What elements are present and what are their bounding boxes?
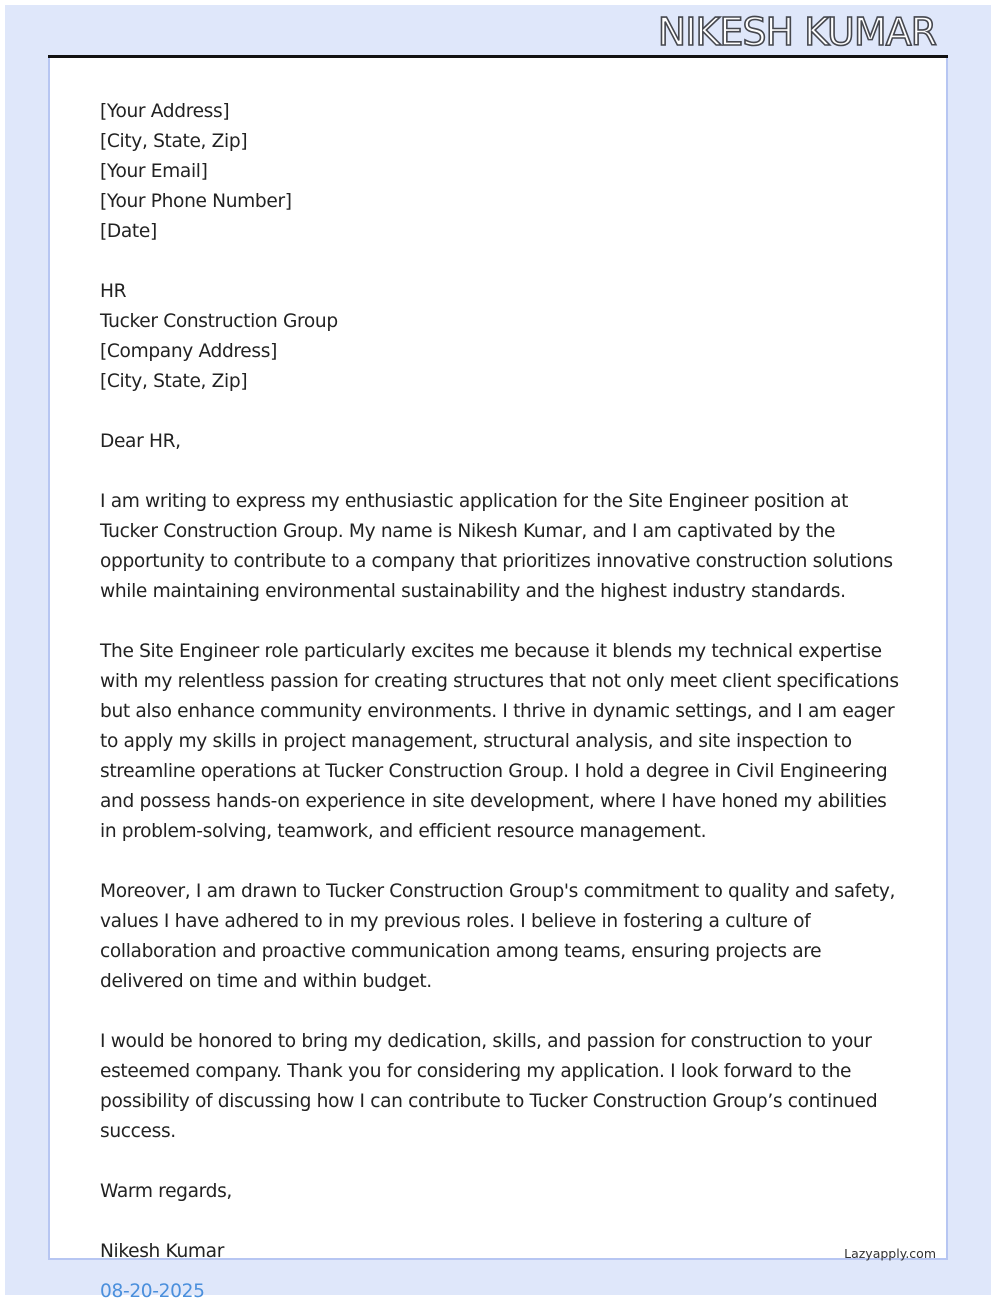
cover-letter <box>100 97 900 1307</box>
body-paragraph: Moreover, I am drawn to Tucker Construction Group's commitment to quality and safety, values I have adhered to in my previous roles. I believe in fostering a culture of collaboration and proactive communication among teams, ensuring projects are delivered on time and within budget. <box>100 881 896 992</box>
signature-date: 08-20-2025 <box>100 1281 205 1302</box>
salutation: Dear HR, <box>100 431 181 452</box>
sender-date: [Date] <box>100 221 157 242</box>
body-paragraph: I am writing to express my enthusiastic application for the Site Engineer position at Tucker Construction Group. My name is Nikesh Kumar, and I am captivated by the opportunity to contribute to a company that prioritizes innovative construction solutions while maintaining environmental sustainability and the highest industry standards. <box>100 491 893 602</box>
sender-email: [Your Email] <box>100 161 208 182</box>
sender-block <box>100 97 900 247</box>
recipient-block <box>100 277 900 397</box>
recipient-city-state-zip: [City, State, Zip] <box>100 371 248 392</box>
body-paragraph: I would be honored to bring my dedication, skills, and passion for construction to your esteemed company. Thank you for considering my application. I look forward to the possibility of discussing how I can contribute to Tucker Construction Group’s continued success. <box>100 1031 878 1142</box>
sender-address: [Your Address] <box>100 101 230 122</box>
signature-name: Nikesh Kumar <box>100 1241 225 1262</box>
sender-phone: [Your Phone Number] <box>100 191 292 212</box>
sender-city-state-zip: [City, State, Zip] <box>100 131 248 152</box>
recipient-address: [Company Address] <box>100 341 277 362</box>
closing: Warm regards, <box>100 1181 232 1202</box>
signature-block <box>100 1237 900 1307</box>
body-paragraph: The Site Engineer role particularly excites me because it blends my technical expertise with my relentless passion for creating structures that not only meet client specifications but also enhance community environments. I thrive in dynamic settings, and I am eager to apply my skills in project management, structural analysis, and site inspection to streamline operations at Tucker Construction Group. I hold a degree in Civil Engineering and possess hands-on experience in site development, where I have honed my abilities in problem-solving, teamwork, and efficient resource management. <box>100 641 899 842</box>
watermark-text: Lazyapply.com <box>844 1246 936 1261</box>
applicant-name-header: NIKESH KUMAR <box>657 10 936 54</box>
recipient-name: HR <box>100 281 127 302</box>
recipient-company: Tucker Construction Group <box>100 311 338 332</box>
